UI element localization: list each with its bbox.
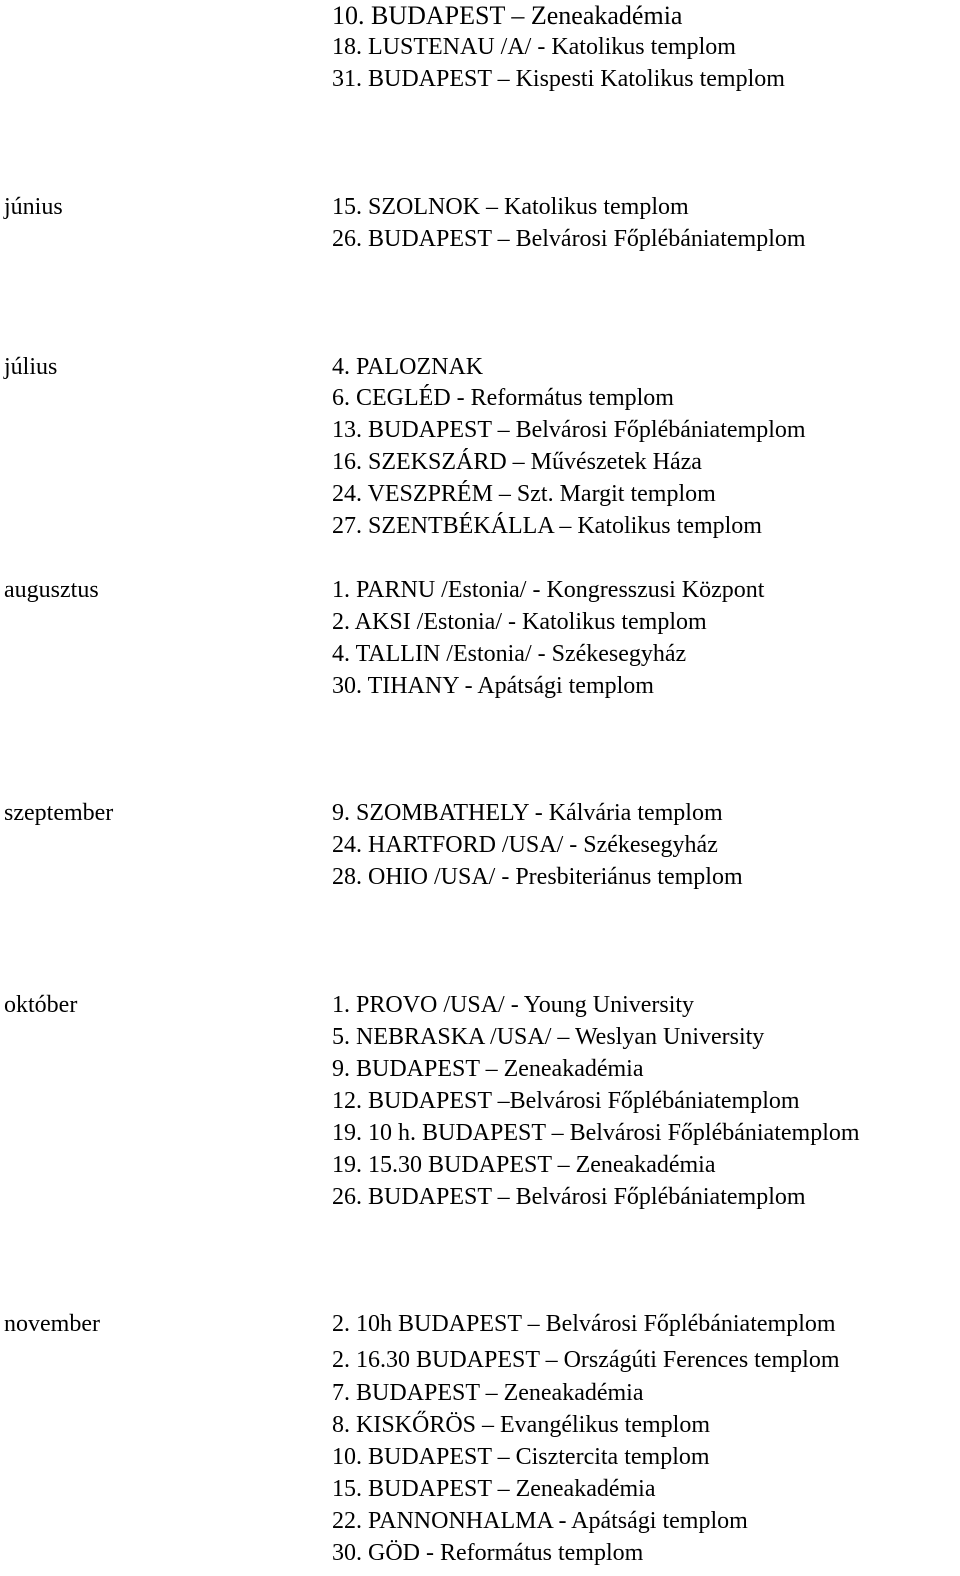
november-entry-10: 10. BUDAPEST – Cisztercita templom bbox=[332, 1444, 710, 1470]
november-entry-22: 22. PANNONHALMA - Apátsági templom bbox=[332, 1508, 748, 1534]
september-entry-28: 28. OHIO /USA/ - Presbiteriánus templom bbox=[332, 864, 743, 890]
november-entry-8: 8. KISKŐRÖS – Evangélikus templom bbox=[332, 1412, 710, 1438]
july-entry-6: 6. CEGLÉD - Református templom bbox=[332, 385, 674, 411]
may-entry-18: 18. LUSTENAU /A/ - Katolikus templom bbox=[332, 34, 736, 60]
october-entry-26: 26. BUDAPEST – Belvárosi Főplébániatemplom bbox=[332, 1184, 806, 1210]
month-label-october: október bbox=[4, 992, 78, 1018]
october-entry-12: 12. BUDAPEST –Belvárosi Főplébániatemplom bbox=[332, 1088, 800, 1114]
october-entry-19-morning: 19. 10 h. BUDAPEST – Belvárosi Főplébániatemplom bbox=[332, 1120, 860, 1146]
august-entry-2: 2. AKSI /Estonia/ - Katolikus templom bbox=[332, 609, 707, 635]
october-entry-1: 1. PROVO /USA/ - Young University bbox=[332, 992, 695, 1018]
may-entry-10: 10. BUDAPEST – Zeneakadémia bbox=[332, 1, 683, 30]
november-entry-2-morning: 2. 10h BUDAPEST – Belvárosi Főplébániatemplom bbox=[332, 1311, 836, 1337]
november-entry-7: 7. BUDAPEST – Zeneakadémia bbox=[332, 1380, 644, 1406]
june-entry-15: 15. SZOLNOK – Katolikus templom bbox=[332, 194, 689, 220]
may-entry-31: 31. BUDAPEST – Kispesti Katolikus templom bbox=[332, 66, 785, 92]
july-entry-4: 4. PALOZNAK bbox=[332, 354, 484, 380]
july-entry-16: 16. SZEKSZÁRD – Művészetek Háza bbox=[332, 449, 702, 475]
november-entry-2-afternoon: 2. 16.30 BUDAPEST – Országúti Ferences templom bbox=[332, 1347, 840, 1373]
july-entry-13: 13. BUDAPEST – Belvárosi Főplébániatemplom bbox=[332, 417, 806, 443]
month-label-july: július bbox=[4, 354, 58, 380]
august-entry-1: 1. PARNU /Estonia/ - Kongresszusi Központ bbox=[332, 577, 765, 603]
september-entry-24: 24. HARTFORD /USA/ - Székesegyház bbox=[332, 832, 718, 858]
july-entry-24: 24. VESZPRÉM – Szt. Margit templom bbox=[332, 481, 716, 507]
month-label-june: június bbox=[4, 194, 63, 220]
october-entry-19-afternoon: 19. 15.30 BUDAPEST – Zeneakadémia bbox=[332, 1152, 716, 1178]
month-label-september: szeptember bbox=[4, 800, 114, 826]
october-entry-9: 9. BUDAPEST – Zeneakadémia bbox=[332, 1056, 644, 1082]
november-entry-30: 30. GÖD - Református templom bbox=[332, 1540, 644, 1566]
november-entry-15: 15. BUDAPEST – Zeneakadémia bbox=[332, 1476, 656, 1502]
month-label-november: november bbox=[4, 1311, 100, 1337]
august-entry-30: 30. TIHANY - Apátsági templom bbox=[332, 673, 654, 699]
month-label-august: augusztus bbox=[4, 577, 99, 603]
july-entry-27: 27. SZENTBÉKÁLLA – Katolikus templom bbox=[332, 513, 762, 539]
june-entry-26: 26. BUDAPEST – Belvárosi Főplébániatemplom bbox=[332, 226, 806, 252]
august-entry-4: 4. TALLIN /Estonia/ - Székesegyház bbox=[332, 641, 687, 667]
september-entry-9: 9. SZOMBATHELY - Kálvária templom bbox=[332, 800, 723, 826]
october-entry-5: 5. NEBRASKA /USA/ – Weslyan University bbox=[332, 1024, 765, 1050]
